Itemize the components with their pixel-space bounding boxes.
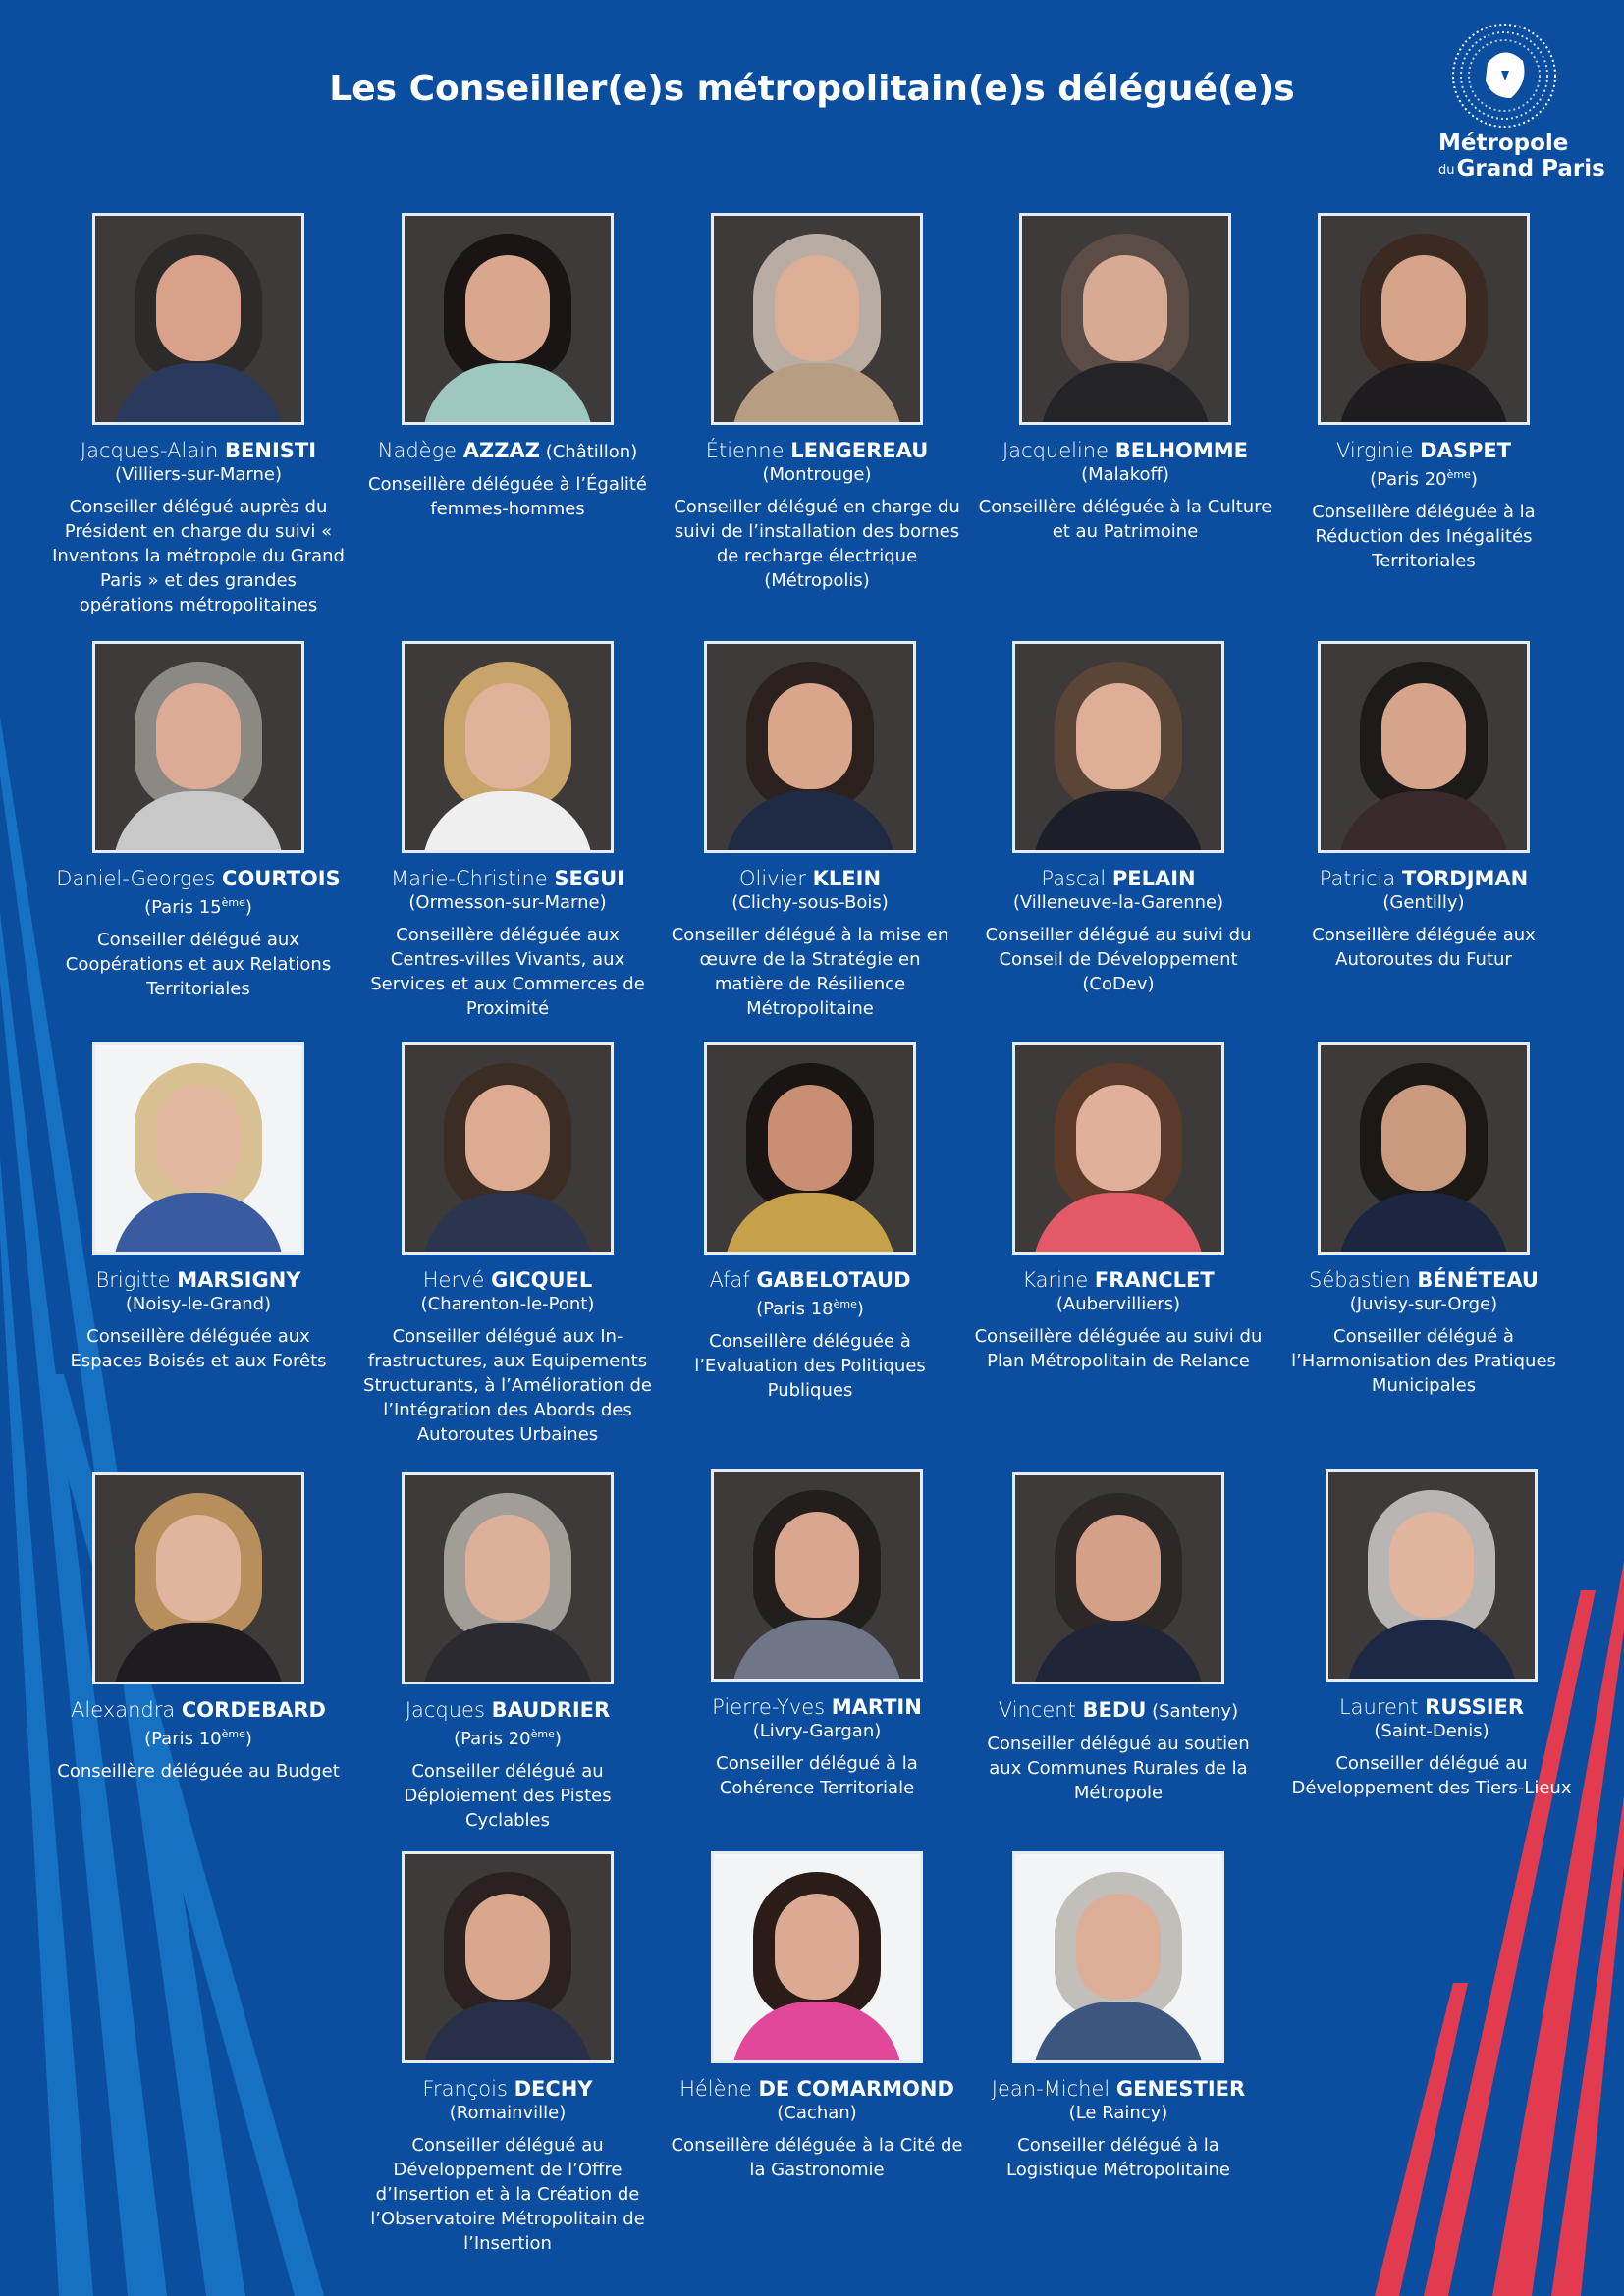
member-card [360, 1851, 655, 2256]
member-first-name: Karine [1022, 1268, 1095, 1292]
member-last-name: KLEIN [812, 867, 882, 890]
member-commune: (Cachan) [777, 2103, 857, 2123]
member-commune: (Paris 20ème) [1370, 468, 1478, 490]
member-first-name: Patricia [1319, 867, 1402, 890]
member-commune: (Aubervilliers) [1056, 1294, 1181, 1314]
member-commune: (Paris 18ème) [756, 1298, 864, 1319]
portrait-face [1076, 1894, 1161, 2000]
member-role: Conseillère déléguée aux Espaces Boisés et aux Forêts [70, 1326, 327, 1371]
member-commune: (Charenton-le-Pont) [420, 1294, 595, 1314]
member-card [360, 213, 655, 521]
member-commune: (Montrouge) [762, 464, 872, 485]
portrait-body [113, 363, 284, 425]
member-portrait [711, 213, 923, 425]
portrait-body [113, 1193, 284, 1255]
member-name [1284, 1694, 1579, 1720]
member-name [971, 2076, 1266, 2102]
portrait-face [768, 683, 852, 789]
member-role: Conseiller délégué au suivi du Conseil de Développement (CoDev) [985, 925, 1252, 994]
portrait-body [725, 1193, 895, 1255]
portrait-body [422, 1193, 593, 1255]
member-role: Conseiller délégué au Développement des Tiers-Lieux [1291, 1753, 1572, 1798]
portrait-body [1033, 2002, 1204, 2063]
member-card [360, 1472, 655, 1833]
member-first-name: François [422, 2077, 514, 2101]
member-card [1276, 213, 1571, 573]
page-title: Les Conseiller(e)s métropolitain(e)s délégué(e)s [329, 69, 1295, 109]
member-commune: (Le Raincy) [1068, 2103, 1168, 2123]
member-first-name: Brigitte [95, 1268, 178, 1292]
member-last-name: DECHY [514, 2077, 593, 2101]
member-role: Conseillère déléguée à l’Égalité femmes-hommes [367, 474, 648, 519]
member-name [663, 866, 957, 891]
member-card [978, 213, 1272, 544]
member-role: Conseillère déléguée à la Réduction des Inégalités Territoriales [1312, 502, 1536, 571]
member-role: Conseiller délégué aux Coopérations et aux Relations Territoriales [65, 930, 332, 999]
member-portrait [402, 1042, 614, 1255]
member-last-name: MARTIN [831, 1695, 922, 1719]
portrait-face [156, 1515, 241, 1621]
member-first-name: Jacques-Alain [80, 439, 226, 462]
member-first-name: Marie-Christine [391, 867, 555, 890]
member-portrait [92, 1472, 304, 1684]
member-last-name: CORDEBARD [181, 1698, 326, 1722]
member-role: Conseiller délégué à l’Harmonisation des Pratiques Municipales [1291, 1326, 1556, 1396]
member-first-name: Hélène [679, 2077, 759, 2101]
member-commune: (Livry-Gargan) [752, 1721, 882, 1741]
member-first-name: Sébastien [1309, 1268, 1418, 1292]
portrait-body [1346, 1620, 1517, 1682]
member-role: Conseiller délégué au soutien aux Communes Rurales de la Métropole [987, 1734, 1250, 1803]
member-commune: (Saint-Denis) [1374, 1721, 1489, 1741]
portrait-face [775, 1512, 859, 1618]
portrait-body [731, 363, 902, 425]
member-name [663, 1267, 957, 1293]
member-name [670, 438, 964, 463]
portrait-body [1338, 363, 1509, 425]
member-card [1284, 1469, 1579, 1800]
member-first-name: Nadège [377, 439, 463, 462]
portrait-face [775, 255, 859, 361]
member-role: Conseiller délégué auprès du Président en charge du suivi « Inventons la métropole du Grand Paris » et des grandes opérations métropolitaines [52, 497, 345, 615]
member-name [670, 1694, 964, 1720]
member-role: Conseiller délégué en charge du suivi de l’installation des bornes de recharge électrique (Métropolis) [674, 497, 960, 591]
member-name [360, 438, 655, 464]
member-commune: (Ormesson-sur-Marne) [408, 892, 607, 913]
logo-line2 [1438, 156, 1605, 184]
member-commune: (Romainville) [449, 2103, 567, 2123]
member-card [971, 1472, 1266, 1805]
member-name [971, 1267, 1266, 1293]
member-role: Conseiller délégué à la Cohérence Territoriale [716, 1753, 918, 1798]
member-card [360, 641, 655, 1021]
member-name [360, 866, 655, 891]
member-last-name: GICQUEL [491, 1268, 593, 1292]
logo-emblem-icon [1450, 22, 1558, 130]
member-first-name: Étienne [705, 439, 791, 462]
member-role: Conseiller délégué au Déploiement des Pistes Cyclables [404, 1761, 612, 1831]
member-card [51, 641, 346, 1001]
member-portrait [704, 641, 916, 853]
member-role: Conseiller délégué aux In-frastructures, aux Equipements Structurants, à l’Amélioration de l’Intégration des Abords des Autoroutes Urbaines [363, 1326, 652, 1445]
member-role: Conseiller délégué à la Logistique Métropolitaine [1006, 2135, 1230, 2180]
member-last-name: BAUDRIER [491, 1698, 611, 1722]
member-name [51, 1267, 346, 1293]
member-name [971, 1697, 1266, 1724]
member-commune: (Châtillon) [539, 442, 638, 462]
portrait-body [731, 2002, 902, 2063]
metropole-logo [1429, 20, 1605, 187]
member-role: Conseillère déléguée aux Centres-villes Vivants, aux Services et aux Commerces de Proximité [370, 925, 645, 1019]
member-card [670, 1851, 964, 2182]
member-name [51, 1697, 346, 1723]
member-card [971, 1851, 1266, 2182]
member-portrait [711, 1469, 923, 1682]
member-last-name: GENESTIER [1115, 2077, 1246, 2101]
member-first-name: Jacques [405, 1698, 492, 1722]
portrait-face [1076, 1515, 1161, 1621]
member-card [971, 641, 1266, 996]
member-portrait [1012, 1042, 1224, 1255]
member-role: Conseiller délégué au Développement de l’Offre d’Insertion et à la Création de l’Observatoire Métropolitain de l’Insertion [370, 2135, 645, 2254]
member-commune: (Villeneuve-la-Garenne) [1012, 892, 1224, 913]
member-portrait [711, 1851, 923, 2063]
portrait-body [731, 1620, 902, 1682]
portrait-face [768, 1085, 852, 1191]
member-last-name: BEDU [1082, 1698, 1147, 1722]
member-portrait [1019, 213, 1231, 425]
member-last-name: BENISTI [225, 439, 317, 462]
member-first-name: Afaf [709, 1268, 757, 1292]
member-card [670, 213, 964, 593]
member-first-name: Alexandra [71, 1698, 182, 1722]
member-portrait [402, 641, 614, 853]
member-portrait [402, 1472, 614, 1684]
portrait-face [156, 1085, 241, 1191]
member-last-name: BELHOMME [1114, 439, 1249, 462]
member-role: Conseillère déléguée aux Autoroutes du Futur [1312, 925, 1536, 970]
member-card [51, 213, 346, 617]
portrait-body [422, 791, 593, 853]
member-card [1276, 641, 1571, 972]
portrait-face [1381, 683, 1466, 789]
member-first-name: Hervé [422, 1268, 492, 1292]
portrait-body [1338, 1193, 1509, 1255]
member-card [1276, 1042, 1571, 1398]
member-name [1276, 866, 1571, 891]
member-first-name: Pierre-Yves [712, 1695, 832, 1719]
portrait-face [465, 1894, 550, 2000]
portrait-body [422, 1623, 593, 1684]
member-portrait [1318, 1042, 1530, 1255]
portrait-face [1389, 1512, 1474, 1618]
member-first-name: Olivier [738, 867, 813, 890]
member-first-name: Laurent [1338, 1695, 1426, 1719]
portrait-body [113, 791, 284, 853]
member-portrait [1318, 213, 1530, 425]
member-first-name: Jean-Michel [991, 2077, 1116, 2101]
member-commune: (Noisy-le-Grand) [125, 1294, 272, 1314]
member-portrait [1012, 641, 1224, 853]
portrait-body [422, 2002, 593, 2063]
member-last-name: TORDJMAN [1401, 867, 1529, 890]
member-card [51, 1472, 346, 1784]
portrait-body [113, 1623, 284, 1684]
member-role: Conseillère déléguée au Budget [57, 1761, 340, 1782]
member-portrait [92, 641, 304, 853]
member-name [670, 2076, 964, 2102]
member-portrait [1318, 641, 1530, 853]
logo-line1: Métropole [1438, 131, 1569, 156]
member-name [360, 2076, 655, 2102]
portrait-body [1033, 791, 1204, 853]
member-last-name: FRANCLET [1094, 1268, 1215, 1292]
member-last-name: PELAIN [1111, 867, 1196, 890]
member-card [670, 1469, 964, 1800]
portrait-body [1040, 363, 1211, 425]
member-name [971, 866, 1266, 891]
member-last-name: AZZAZ [462, 439, 540, 462]
member-role: Conseillère déléguée à la Culture et au Patrimoine [978, 497, 1272, 542]
member-last-name: COURTOIS [222, 867, 341, 890]
member-role: Conseiller délégué à la mise en œuvre de la Stratégie en matière de Résilience Métropolitaine [671, 925, 949, 1019]
member-last-name: MARSIGNY [177, 1268, 301, 1292]
member-portrait [402, 213, 614, 425]
member-card [360, 1042, 655, 1447]
member-first-name: Daniel-Georges [56, 867, 223, 890]
member-name [1276, 1267, 1571, 1293]
member-card [663, 641, 957, 1021]
member-role: Conseillère déléguée à la Cité de la Gastronomie [671, 2135, 963, 2180]
member-portrait [92, 213, 304, 425]
portrait-body [422, 363, 593, 425]
portrait-face [465, 683, 550, 789]
portrait-face [1076, 683, 1161, 789]
member-portrait [92, 1042, 304, 1255]
member-commune: (Clichy-sous-Bois) [731, 892, 889, 913]
portrait-face [1083, 255, 1167, 361]
member-role: Conseillère déléguée à l’Evaluation des Politiques Publiques [694, 1331, 926, 1401]
member-last-name: RUSSIER [1425, 1695, 1525, 1719]
member-card [51, 1042, 346, 1373]
member-last-name: BÉNÉTEAU [1417, 1268, 1539, 1292]
portrait-face [1381, 255, 1466, 361]
member-name [51, 438, 346, 463]
portrait-body [1033, 1193, 1204, 1255]
member-last-name: LENGEREAU [790, 439, 929, 462]
member-commune: (Juvisy-sur-Orge) [1349, 1294, 1498, 1314]
portrait-face [1076, 1085, 1161, 1191]
member-first-name: Pascal [1041, 867, 1112, 890]
member-commune: (Paris 20ème) [454, 1728, 562, 1749]
portrait-face [1381, 1085, 1466, 1191]
member-portrait [1012, 1472, 1224, 1684]
logo-line2-text: Grand Paris [1456, 156, 1605, 182]
member-card [971, 1042, 1266, 1373]
member-card [663, 1042, 957, 1403]
member-portrait [1326, 1469, 1538, 1682]
portrait-body [1338, 791, 1509, 853]
portrait-body [1033, 1623, 1204, 1684]
portrait-face [775, 1894, 859, 2000]
member-name [978, 438, 1272, 463]
member-first-name: Virginie [1335, 439, 1421, 462]
portrait-face [465, 1515, 550, 1621]
logo-prefix: du [1438, 163, 1455, 178]
member-role: Conseillère déléguée au suivi du Plan Métropolitain de Relance [974, 1326, 1263, 1371]
portrait-face [156, 255, 241, 361]
member-last-name: SEGUI [554, 867, 624, 890]
member-name [360, 1267, 655, 1293]
portrait-body [725, 791, 895, 853]
member-portrait [1012, 1851, 1224, 2063]
portrait-face [465, 1085, 550, 1191]
member-first-name: Jacqueline [1001, 439, 1115, 462]
member-last-name: DASPET [1420, 439, 1512, 462]
member-commune: (Malakoff) [1081, 464, 1169, 485]
member-name [360, 1697, 655, 1723]
member-commune: (Gentilly) [1382, 892, 1465, 913]
member-commune: (Santeny) [1146, 1701, 1239, 1722]
member-commune: (Paris 10ème) [144, 1728, 252, 1749]
member-last-name: GABELOTAUD [756, 1268, 911, 1292]
member-first-name: Vincent [998, 1698, 1083, 1722]
portrait-face [465, 255, 550, 361]
portrait-face [156, 683, 241, 789]
member-portrait [704, 1042, 916, 1255]
member-last-name: DE COMARMOND [758, 2077, 954, 2101]
member-commune: (Paris 15ème) [144, 896, 252, 918]
member-commune: (Villiers-sur-Marne) [115, 464, 282, 485]
member-name [51, 866, 346, 891]
member-name [1276, 438, 1571, 463]
member-portrait [402, 1851, 614, 2063]
